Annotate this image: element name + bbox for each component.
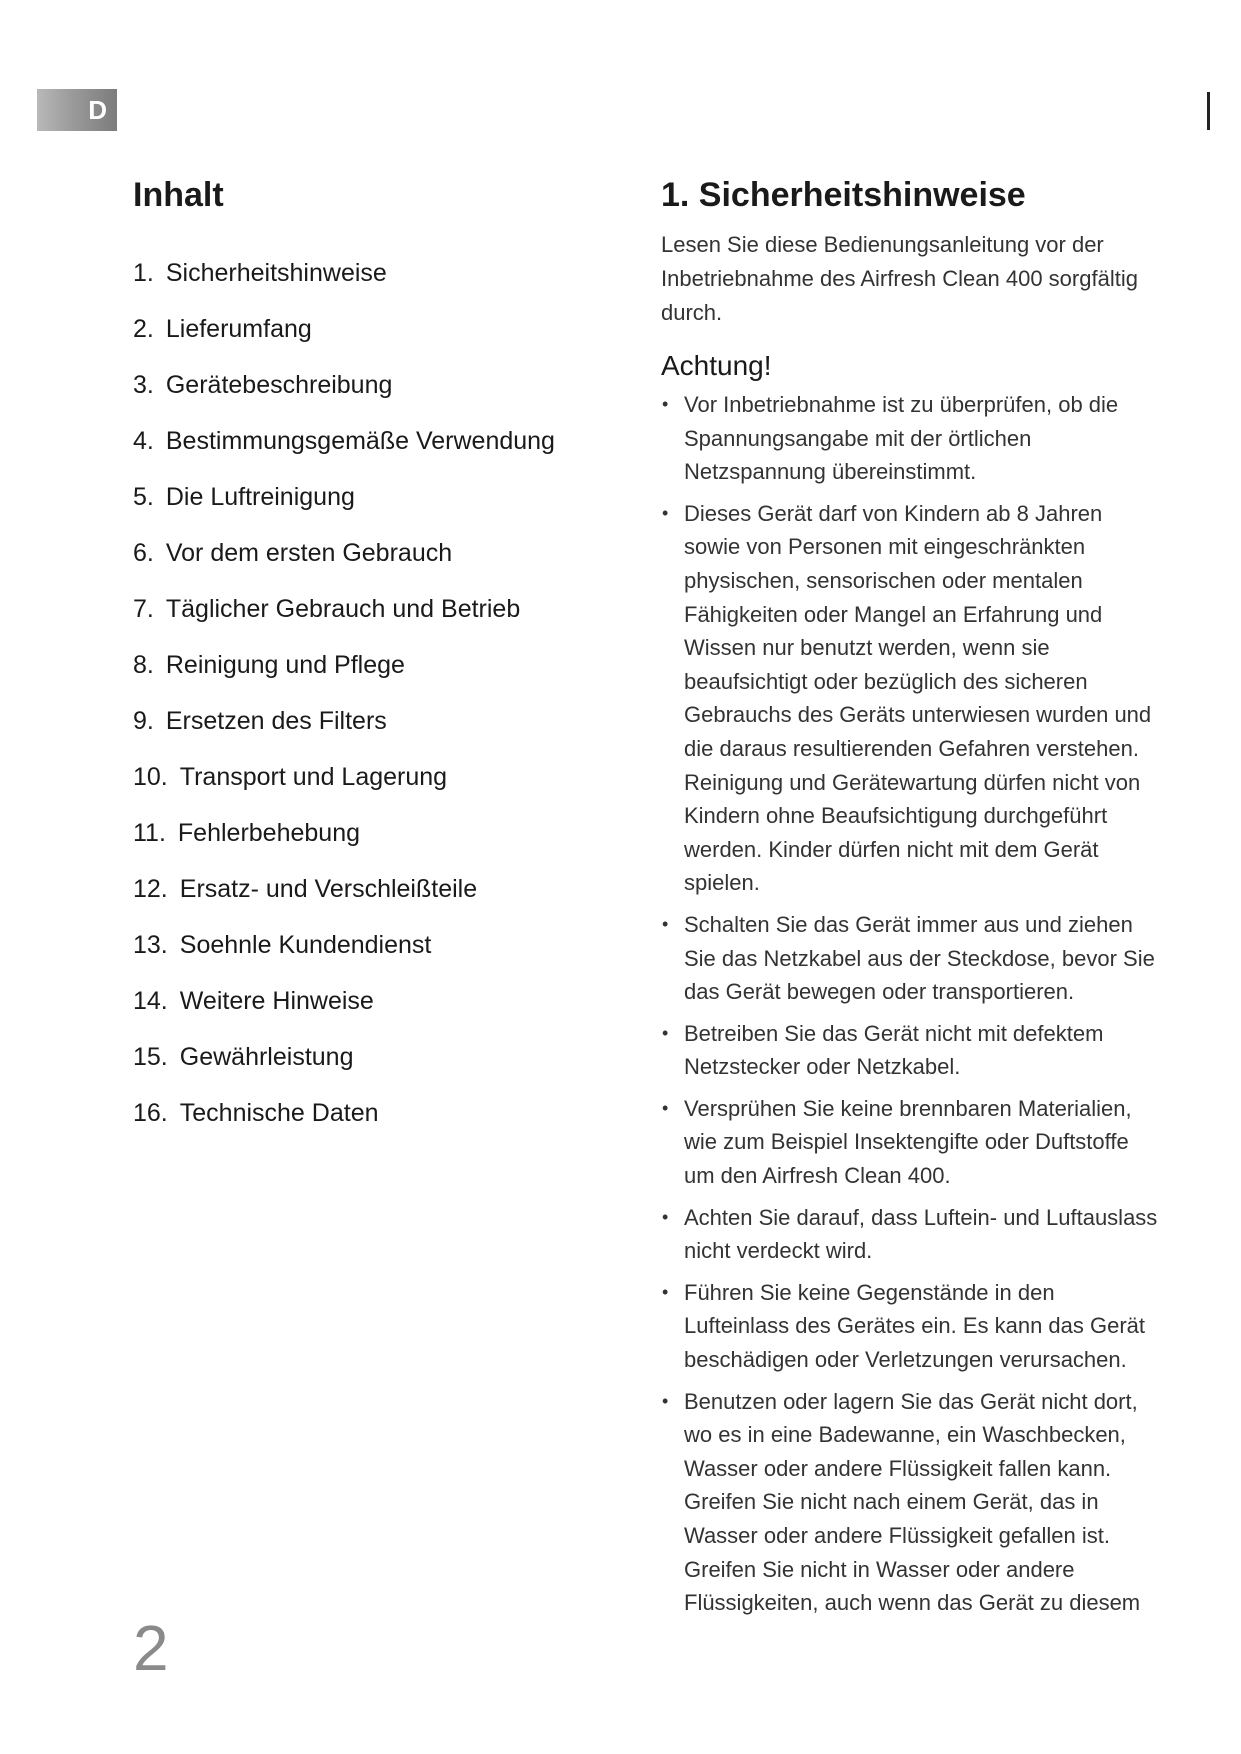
- warning-item: [661, 1017, 1161, 1084]
- toc-item-number: 9.: [133, 707, 154, 735]
- toc-item-label: Weitere Hinweise: [179, 987, 374, 1015]
- toc-item-number: 4.: [133, 427, 154, 455]
- toc-item: [133, 480, 603, 536]
- language-tab-label: D: [88, 95, 107, 125]
- toc-item: [133, 424, 603, 480]
- toc-item-label: Lieferumfang: [165, 315, 312, 343]
- toc-item-number: 14.: [133, 987, 168, 1015]
- toc-list: [133, 256, 603, 1152]
- toc-item: [133, 592, 603, 648]
- bullet-icon: •: [662, 1281, 669, 1302]
- bullet-icon: •: [662, 913, 669, 934]
- toc-item-label: Reinigung und Pflege: [165, 651, 405, 679]
- toc-item-label: Ersatz- und Verschleißteile: [179, 875, 478, 903]
- bullet-icon: •: [662, 1097, 669, 1118]
- toc-item: [133, 368, 603, 424]
- section-intro: Lesen Sie diese Bedienungsanleitung vor der Inbetriebnahme des Airfresh Clean 400 sorgfältig durch.: [661, 232, 1138, 325]
- toc-item-label: Transport und Lagerung: [179, 763, 448, 791]
- bullet-icon: •: [662, 1206, 669, 1227]
- toc-item-label: Bestimmungsgemäße Verwendung: [165, 427, 555, 455]
- warning-item: [661, 388, 1161, 489]
- warning-item-text: Betreiben Sie das Gerät nicht mit defektem Netzstecker oder Netzkabel.: [684, 1020, 1104, 1080]
- toc-item: [133, 704, 603, 760]
- warning-item: [661, 497, 1161, 900]
- toc-item-label: Die Luftreinigung: [165, 483, 355, 511]
- toc-item-number: 12.: [133, 875, 168, 903]
- toc-item-label: Vor dem ersten Gebrauch: [165, 539, 453, 567]
- toc-item-number: 16.: [133, 1099, 168, 1127]
- toc-item-number: 1.: [133, 259, 154, 287]
- toc-item-label: Sicherheitshinweise: [165, 259, 387, 287]
- toc-title: Inhalt: [133, 176, 224, 214]
- warning-item: [661, 1201, 1161, 1268]
- toc-item-label: Gewährleistung: [179, 1043, 354, 1071]
- toc-item-label: Soehnle Kundendienst: [179, 931, 432, 959]
- toc-item-number: 10.: [133, 763, 168, 791]
- toc-item: [133, 984, 603, 1040]
- bullet-icon: •: [662, 1022, 669, 1043]
- warning-item: [661, 1276, 1161, 1377]
- warning-item-text: Vor Inbetriebnahme ist zu überprüfen, ob die Spannungsangabe mit der örtlichen Netzspannung übereinstimmt.: [684, 392, 1119, 485]
- warning-list: [661, 388, 1161, 1628]
- toc-item: [133, 312, 603, 368]
- section-title: 1. Sicherheitshinweise: [661, 176, 1026, 214]
- toc-item: [133, 928, 603, 984]
- warning-item-text: Schalten Sie das Gerät immer aus und ziehen Sie das Netzkabel aus der Steckdose, bevor Sie das Gerät bewegen oder transportieren.: [684, 911, 1155, 1005]
- toc-item-number: 2.: [133, 315, 154, 343]
- toc-item: [133, 760, 603, 816]
- bullet-icon: •: [662, 1390, 669, 1411]
- toc-item-number: 3.: [133, 371, 154, 399]
- bullet-icon: •: [662, 502, 669, 523]
- toc-item-number: 15.: [133, 1043, 168, 1071]
- toc-item: [133, 256, 603, 312]
- warning-item-text: Achten Sie darauf, dass Luftein- und Luftauslass nicht verdeckt wird.: [684, 1204, 1158, 1264]
- toc-item-label: Ersetzen des Filters: [165, 707, 387, 735]
- toc-item: [133, 536, 603, 592]
- toc-item: [133, 648, 603, 704]
- warning-title: Achtung!: [661, 350, 772, 381]
- toc-item: [133, 1040, 603, 1096]
- warning-item-text: Führen Sie keine Gegenstände in den Lufteinlass des Gerätes ein. Es kann das Gerät beschädigen oder Verletzungen verursachen.: [684, 1279, 1146, 1373]
- toc-item-number: 8.: [133, 651, 154, 679]
- warning-item: [661, 908, 1161, 1009]
- toc-item-label: Technische Daten: [179, 1099, 379, 1127]
- warning-item-text: Dieses Gerät darf von Kindern ab 8 Jahren sowie von Personen mit eingeschränkten physischen, sensorischen oder mentalen Fähigkeiten oder Mangel an Erfahrung und Wissen nur benutzt werden, wenn sie beaufsichtigt oder bezüglich des sicheren Gebrauchs des Geräts unterwiesen wurden und die daraus resultierenden Gefahren verstehen. Reinigung und Gerätewartung dürfen nicht von Kindern ohne Beaufsichtigung durchgeführt werden. Kinder dürfen nicht mit dem Gerät spielen.: [684, 500, 1152, 896]
- toc-item-label: Fehlerbehebung: [177, 819, 360, 847]
- toc-item-number: 13.: [133, 931, 168, 959]
- toc-item: [133, 1096, 603, 1152]
- warning-item: [661, 1092, 1161, 1193]
- page-number: 2: [133, 1612, 169, 1684]
- warning-item-text: Benutzen oder lagern Sie das Gerät nicht dort, wo es in eine Badewanne, ein Waschbecken, Wasser oder andere Flüssigkeit fallen kann. Greifen Sie nicht nach einem Gerät, das in Wasser oder andere Flüssigkeit gefallen ist. Greifen Sie nicht in Wasser oder andere Flüssigkeiten, auch wenn das Gerät zu diesem: [684, 1388, 1141, 1616]
- toc-item-label: Täglicher Gebrauch und Betrieb: [165, 595, 521, 623]
- warning-item-text: Versprühen Sie keine brennbaren Materialien, wie zum Beispiel Insektengifte oder Duftstoffe um den Airfresh Clean 400.: [684, 1095, 1132, 1189]
- toc-item-number: 11.: [133, 819, 166, 847]
- toc-item: [133, 816, 603, 872]
- toc-item-number: 5.: [133, 483, 154, 511]
- toc-item-label: Gerätebeschreibung: [165, 371, 393, 399]
- bullet-icon: •: [662, 394, 669, 414]
- toc-item-number: 7.: [133, 595, 154, 623]
- table-of-contents: [133, 172, 603, 1127]
- safety-section: [661, 172, 1161, 1616]
- toc-item: [133, 872, 603, 928]
- warning-item: [661, 1385, 1161, 1620]
- toc-item-number: 6.: [133, 539, 154, 567]
- page-edge-marker: [1207, 92, 1210, 130]
- language-tab: [37, 89, 117, 131]
